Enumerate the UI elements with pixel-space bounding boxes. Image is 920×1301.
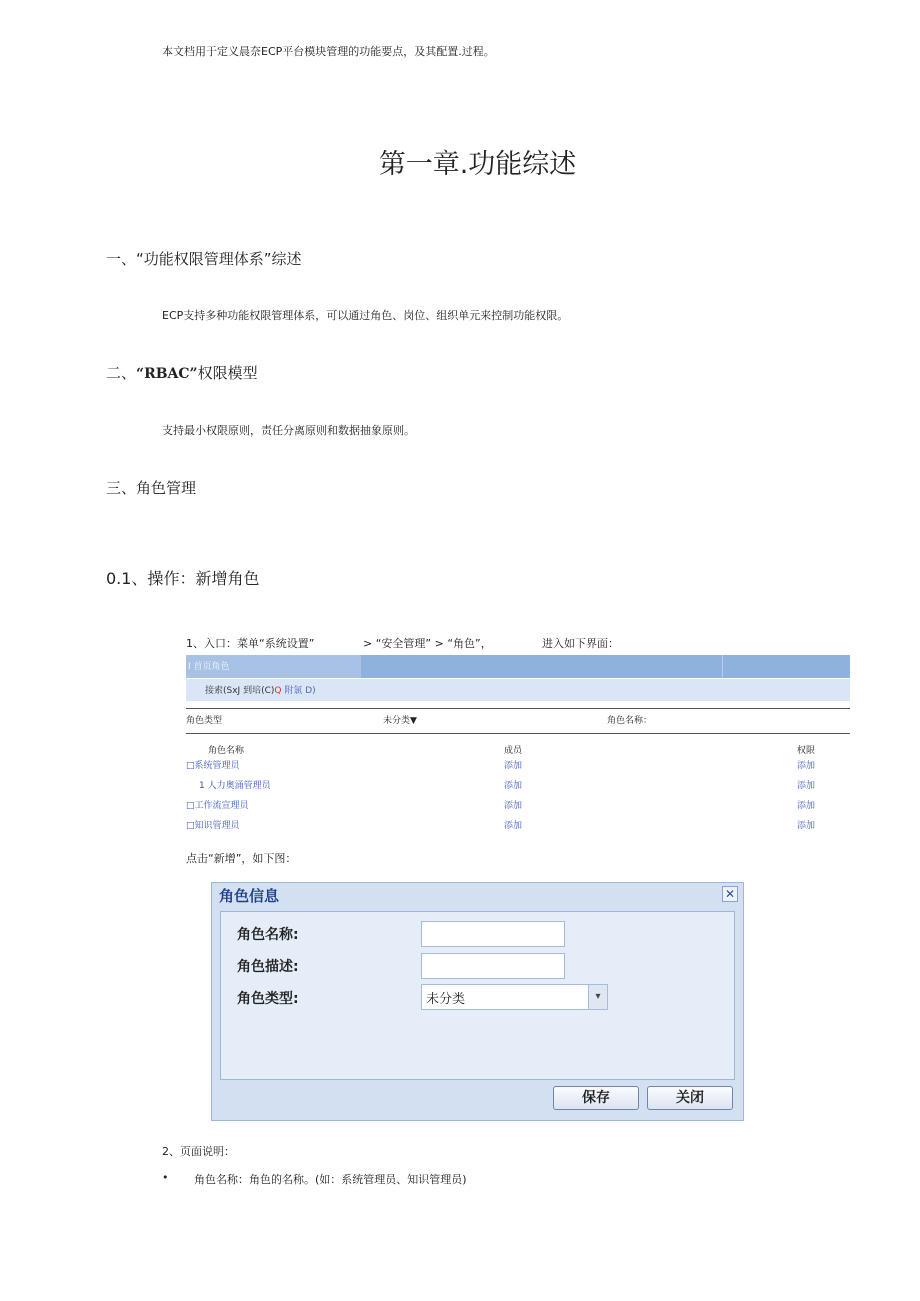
column-header-perm: 权限 xyxy=(797,746,816,756)
chevron-down-icon[interactable]: ▾ xyxy=(588,985,607,1009)
bullet-item xyxy=(162,1171,662,1185)
section-heading-2-rbac: “RBAC” xyxy=(136,366,198,382)
section-heading-2 xyxy=(106,362,258,383)
step1-part2: > “安全管理” > “角色”， xyxy=(363,637,492,650)
step1-line xyxy=(186,635,686,649)
role-screen-header-bar xyxy=(186,655,850,678)
filter-type-select[interactable]: 未分类▼ xyxy=(383,716,417,726)
intro-paragraph: 本文档用于定义晨奈ECP平台模块管理的功能要点，及其配置.过程。 xyxy=(162,45,495,58)
filter-name-label: 角色名称： xyxy=(607,716,653,726)
role-row-member-link[interactable]: 添加 xyxy=(504,801,523,811)
breadcrumb-tab[interactable] xyxy=(186,655,361,678)
filter-bottom-line xyxy=(186,733,850,734)
role-type-select[interactable] xyxy=(421,984,608,1010)
toolbar-search-add[interactable]: 接索(SxJ 到培(C) xyxy=(205,686,275,696)
role-type-value: 未分类 xyxy=(426,992,466,1007)
filter-top-line xyxy=(186,708,850,709)
role-name-input[interactable] xyxy=(421,921,565,947)
subsection-title: 0.1、操作：新增角色 xyxy=(106,569,260,588)
role-row-member-link[interactable]: 添加 xyxy=(504,781,523,791)
close-button[interactable]: 关闭 xyxy=(647,1086,733,1110)
step2-heading: 2、页面说明： xyxy=(162,1145,235,1158)
dialog-title: 角色信息 xyxy=(219,887,280,905)
role-info-dialog xyxy=(211,882,744,1121)
section-heading-2-suffix: 权限模型 xyxy=(197,364,258,382)
role-row-perm-link[interactable]: 添加 xyxy=(797,801,816,811)
role-row-perm-link[interactable]: 添加 xyxy=(797,761,816,771)
column-header-name: 角色名称 xyxy=(208,746,245,756)
role-row-perm-link[interactable]: 添加 xyxy=(797,781,816,791)
chapter-title: 第一章.功能综述 xyxy=(378,149,577,180)
header-divider xyxy=(722,655,723,678)
role-row-member-link[interactable]: 添加 xyxy=(504,821,523,831)
role-name-label: 角色名称: xyxy=(237,927,299,943)
toolbar-more[interactable]: 附氯 D) xyxy=(284,686,316,696)
role-row-name[interactable]: □工作流宣理员 xyxy=(186,801,249,811)
column-header-member: 成员 xyxy=(504,746,523,756)
bullet-dot: • xyxy=(162,1171,169,1184)
breadcrumb: I 首页角色 xyxy=(188,662,230,672)
filter-type-label: 角色类型 xyxy=(186,716,223,726)
role-toolbar xyxy=(186,679,850,701)
toolbar-delete-icon[interactable]: Q xyxy=(274,686,282,696)
step1-part3: 进入如下界面： xyxy=(542,637,619,650)
section-body-1: ECP支持多种功能权限管理体系，可以通过角色、岗位、组织单元来控制功能权限。 xyxy=(162,309,569,322)
role-row-member-link[interactable]: 添加 xyxy=(504,761,523,771)
section-heading-1: 一、“功能权限管理体系”综述 xyxy=(106,250,302,268)
role-row-perm-link[interactable]: 添加 xyxy=(797,821,816,831)
save-button[interactable]: 保存 xyxy=(553,1086,639,1110)
step1-part1: 1、入口：菜单“系统设置” xyxy=(186,637,315,650)
click-new-text: 点击“新增”，如下图： xyxy=(186,852,297,865)
role-desc-input[interactable] xyxy=(421,953,565,979)
role-row-name[interactable]: □知识管理员 xyxy=(186,821,240,831)
dialog-form-panel xyxy=(220,911,735,1080)
role-type-label: 角色类型: xyxy=(237,991,299,1007)
role-desc-label: 角色描述: xyxy=(237,959,299,975)
toolbar-actions[interactable] xyxy=(205,683,316,696)
section-heading-2-prefix: 二、 xyxy=(106,364,137,382)
role-row-name[interactable]: 1 人力奥涌管理员 xyxy=(199,781,271,791)
section-heading-3: 三、角色管理 xyxy=(106,479,197,497)
role-row-name[interactable]: □系统管理员 xyxy=(186,761,240,771)
section-body-2: 支持最小权限原则，责任分离原则和数据抽象原则。 xyxy=(162,424,415,437)
bullet-text: 角色名称：角色的名称。(如：系统管理员、知识管理员) xyxy=(194,1173,467,1186)
close-icon[interactable]: ✕ xyxy=(722,886,738,902)
